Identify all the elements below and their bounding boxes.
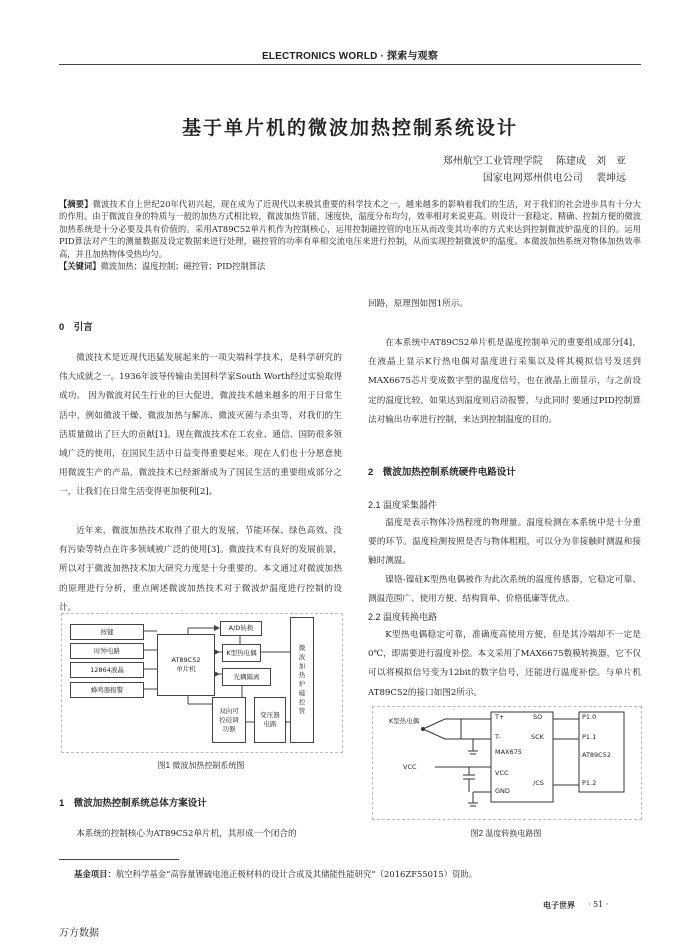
section-2-1-title: 2.1 温度采集器件	[368, 500, 438, 510]
block-lcd: 12864液晶	[70, 662, 144, 678]
keywords-text: 微波加热；温度控制；磁控管；PID控制算法	[100, 261, 266, 272]
footnote-rule	[59, 859, 179, 860]
section-2-2-title: 2.2 温度转换电路	[368, 612, 438, 622]
section-2-title: 2 微波加热控制系统硬件电路设计	[368, 467, 516, 478]
affiliation-authors: 裴坤远	[596, 173, 626, 184]
chip-pin-sck: SCK	[531, 733, 544, 741]
block-thermocouple: K型热电偶	[222, 644, 261, 662]
block-oven: 微 波 加 热 炉 磁 控 管	[290, 617, 314, 743]
vcc-label: VCC	[403, 763, 417, 771]
thermocouple-label: K型热电偶	[389, 717, 420, 725]
block-transformer: 变压器 电路	[254, 697, 286, 743]
affiliation-org: 国家电网郑州供电公司	[482, 173, 583, 184]
chip-name: MAX675	[495, 748, 522, 756]
funding-text: 航空科学基金“高容量锂硫电池正极材料的设计合成及其储能性能研究”（2016ZF55015）资助。	[115, 869, 478, 879]
mcu-pin-p1-0: P1.0	[582, 713, 597, 721]
figure-1	[61, 613, 343, 753]
figure-2	[372, 706, 642, 820]
chip-pin-cs: /CS	[533, 779, 544, 787]
watermark: 万方数据	[59, 928, 99, 939]
page-number: · 51 ·	[588, 900, 609, 909]
abstract-text: 微波技术自上世纪20年代初兴起，现在成为了近现代以来极其重要的科学技术之一。越来越多的影响着我们的生活，对于我们的社会进步具有十分大的作用。由于微波自身的特质与一般的加热方式相比较，微波加热节能，速度快，温度分布均匀，效率相对来说更高。则设计一套稳定、精确、控制方便的微波加热系统是十分必要及具有价值的。采用AT89C52单片机作为控制核心，运用控制磁控管的电压从而改变其功率的方式来达到控制微波炉温度的目的。运用PID算法对产生的测量数据及设定数据来进行处理，磁控管的功率有单相交流电压来进行控制，从而实现控制微波炉的温度。本微波加热系统对物体加热效率高，并且加热物体受热均匀。	[59, 199, 641, 259]
mcu-pin-p1-1: P1.1	[582, 733, 597, 741]
funding-label: 基金项目：	[74, 869, 116, 879]
abstract-label: 【摘要】	[59, 199, 93, 209]
section-0-title: 0 引言	[59, 322, 93, 333]
chip-pin-so: SO	[533, 713, 543, 721]
section-1-continued: 回路，原理图如图1所示。	[368, 299, 468, 309]
chip-pin-t-minus: T-	[495, 733, 501, 741]
mcu-name: AT89C52	[582, 751, 611, 759]
affiliation-authors: 陈建成 刘 亚	[556, 156, 626, 167]
footer-brand: 电子世界	[543, 901, 575, 910]
section-1-paragraph-2: 在本系统中AT89C52单片机是温度控制单元的重要组成部分[4]，在液晶上显示K行热电偶对温度进行采集以及将其模拟信号发送到MAX6675芯片变成数字型的温度信号，也在液晶上面显示，与之前设定的温度比较，如果达到温度则启动报警，与此同时 要通过PID控制算法对输出功率进行控制，来达到控制温度的目的。	[368, 338, 641, 425]
keywords-label: 【关键词】	[59, 261, 101, 272]
chip-pin-vcc: VCC	[495, 769, 509, 777]
header-rule	[59, 64, 641, 65]
paper-title: 基于单片机的微波加热控制系统设计	[181, 117, 518, 139]
figure-2-caption: 图2 温度转换电路图	[470, 829, 542, 838]
affiliation-1	[443, 152, 626, 167]
section-1-paragraph-1: 本系统的控制核心为AT89C52单片机，其形成一个闭合的	[76, 829, 297, 839]
funding-note	[74, 868, 477, 880]
abstract	[59, 198, 641, 272]
journal-header: ELECTRONICS WORLD · 探索与观察	[261, 51, 439, 62]
section-2-1-paragraph-2: 镍铬-镍硅K型热电偶被作为此次系统的温度传感器，它稳定可靠、测温范围广、使用方便、结构简单、价格低廉等优点。	[368, 575, 641, 605]
block-key: 按键	[70, 624, 144, 640]
chip-pin-gnd: GND	[495, 787, 510, 795]
block-mcu: AT89C52 单片机	[157, 634, 215, 696]
block-scr: 双向可 控硅调 功器	[212, 697, 246, 743]
affiliation-2	[483, 169, 626, 184]
affiliation-org: 郑州航空工业管理学院	[442, 156, 543, 167]
section-1-title: 1 微波加热控制系统总体方案设计	[59, 798, 207, 809]
chip-pin-t-plus: T+	[495, 713, 505, 721]
section-0-paragraph-2: 近年来，微波加热技术取得了很大的发展，节能环保、绿色高效、没有污染等特点在许多领域被广泛的使用[3]。微波技术有良好的发展前景，所以对于微波加热技术加大研究力度是十分重要的。本文通过对微波加热的原理进行分析，重点阐述微波加热技术对于微波炉温度进行控制的设计。	[59, 526, 342, 613]
figure-1-caption: 图1 微波加热控制系统图	[157, 761, 245, 770]
section-2-1-paragraph-1: 温度是表示物体冷热程度的物理量。温度检测在本系统中是十分重要的环节。温度检测按照是否与物体粗粗，可以分为非接触时测温和接触时测温。	[368, 518, 641, 567]
block-buzzer: 蜂鸣器报警	[70, 682, 144, 698]
block-ad: A/D转换	[220, 621, 262, 636]
section-0-paragraph-1: 微波技术是近现代迅猛发展起来的一项尖端科学技术，是科学研究的伟大成就之一。1936年波导传输由美国科学家South Worth经过实验取得成功。 因为微波对民生行业的巨大促进，微波技术越来越多的用于日常生活中，例如微波干燥、微波加热与解冻、微波灭菌与杀虫等，对我们的生活质量做出了巨大的贡献[1]。现在微波技术在工农业、通信、国防很多领域广泛的使用，在国民生活中日益变得重要起来。现在人们也十分愿意使用微波生产的产品，微波技术已经渐渐成为了国民生活的重要组成部分之一，让我们在日常生活变得更加便利[2]。	[59, 353, 342, 498]
block-opto: 光耦隔离	[222, 668, 271, 686]
block-clock: 时钟电路	[70, 643, 144, 659]
mcu-pin-p1-2: P1.2	[582, 779, 597, 787]
section-2-2-paragraph-1: K型热电偶稳定可靠，准确度高使用方便，但是其冷端却不一定是0℃，即需要进行温度补偿。本文采用了MAX6675数模转换器，它不仅可以将模拟信号变为12bit的数字信号，还能进行温度补偿。与单片机AT89C52的接口如图2所示。	[368, 630, 641, 698]
